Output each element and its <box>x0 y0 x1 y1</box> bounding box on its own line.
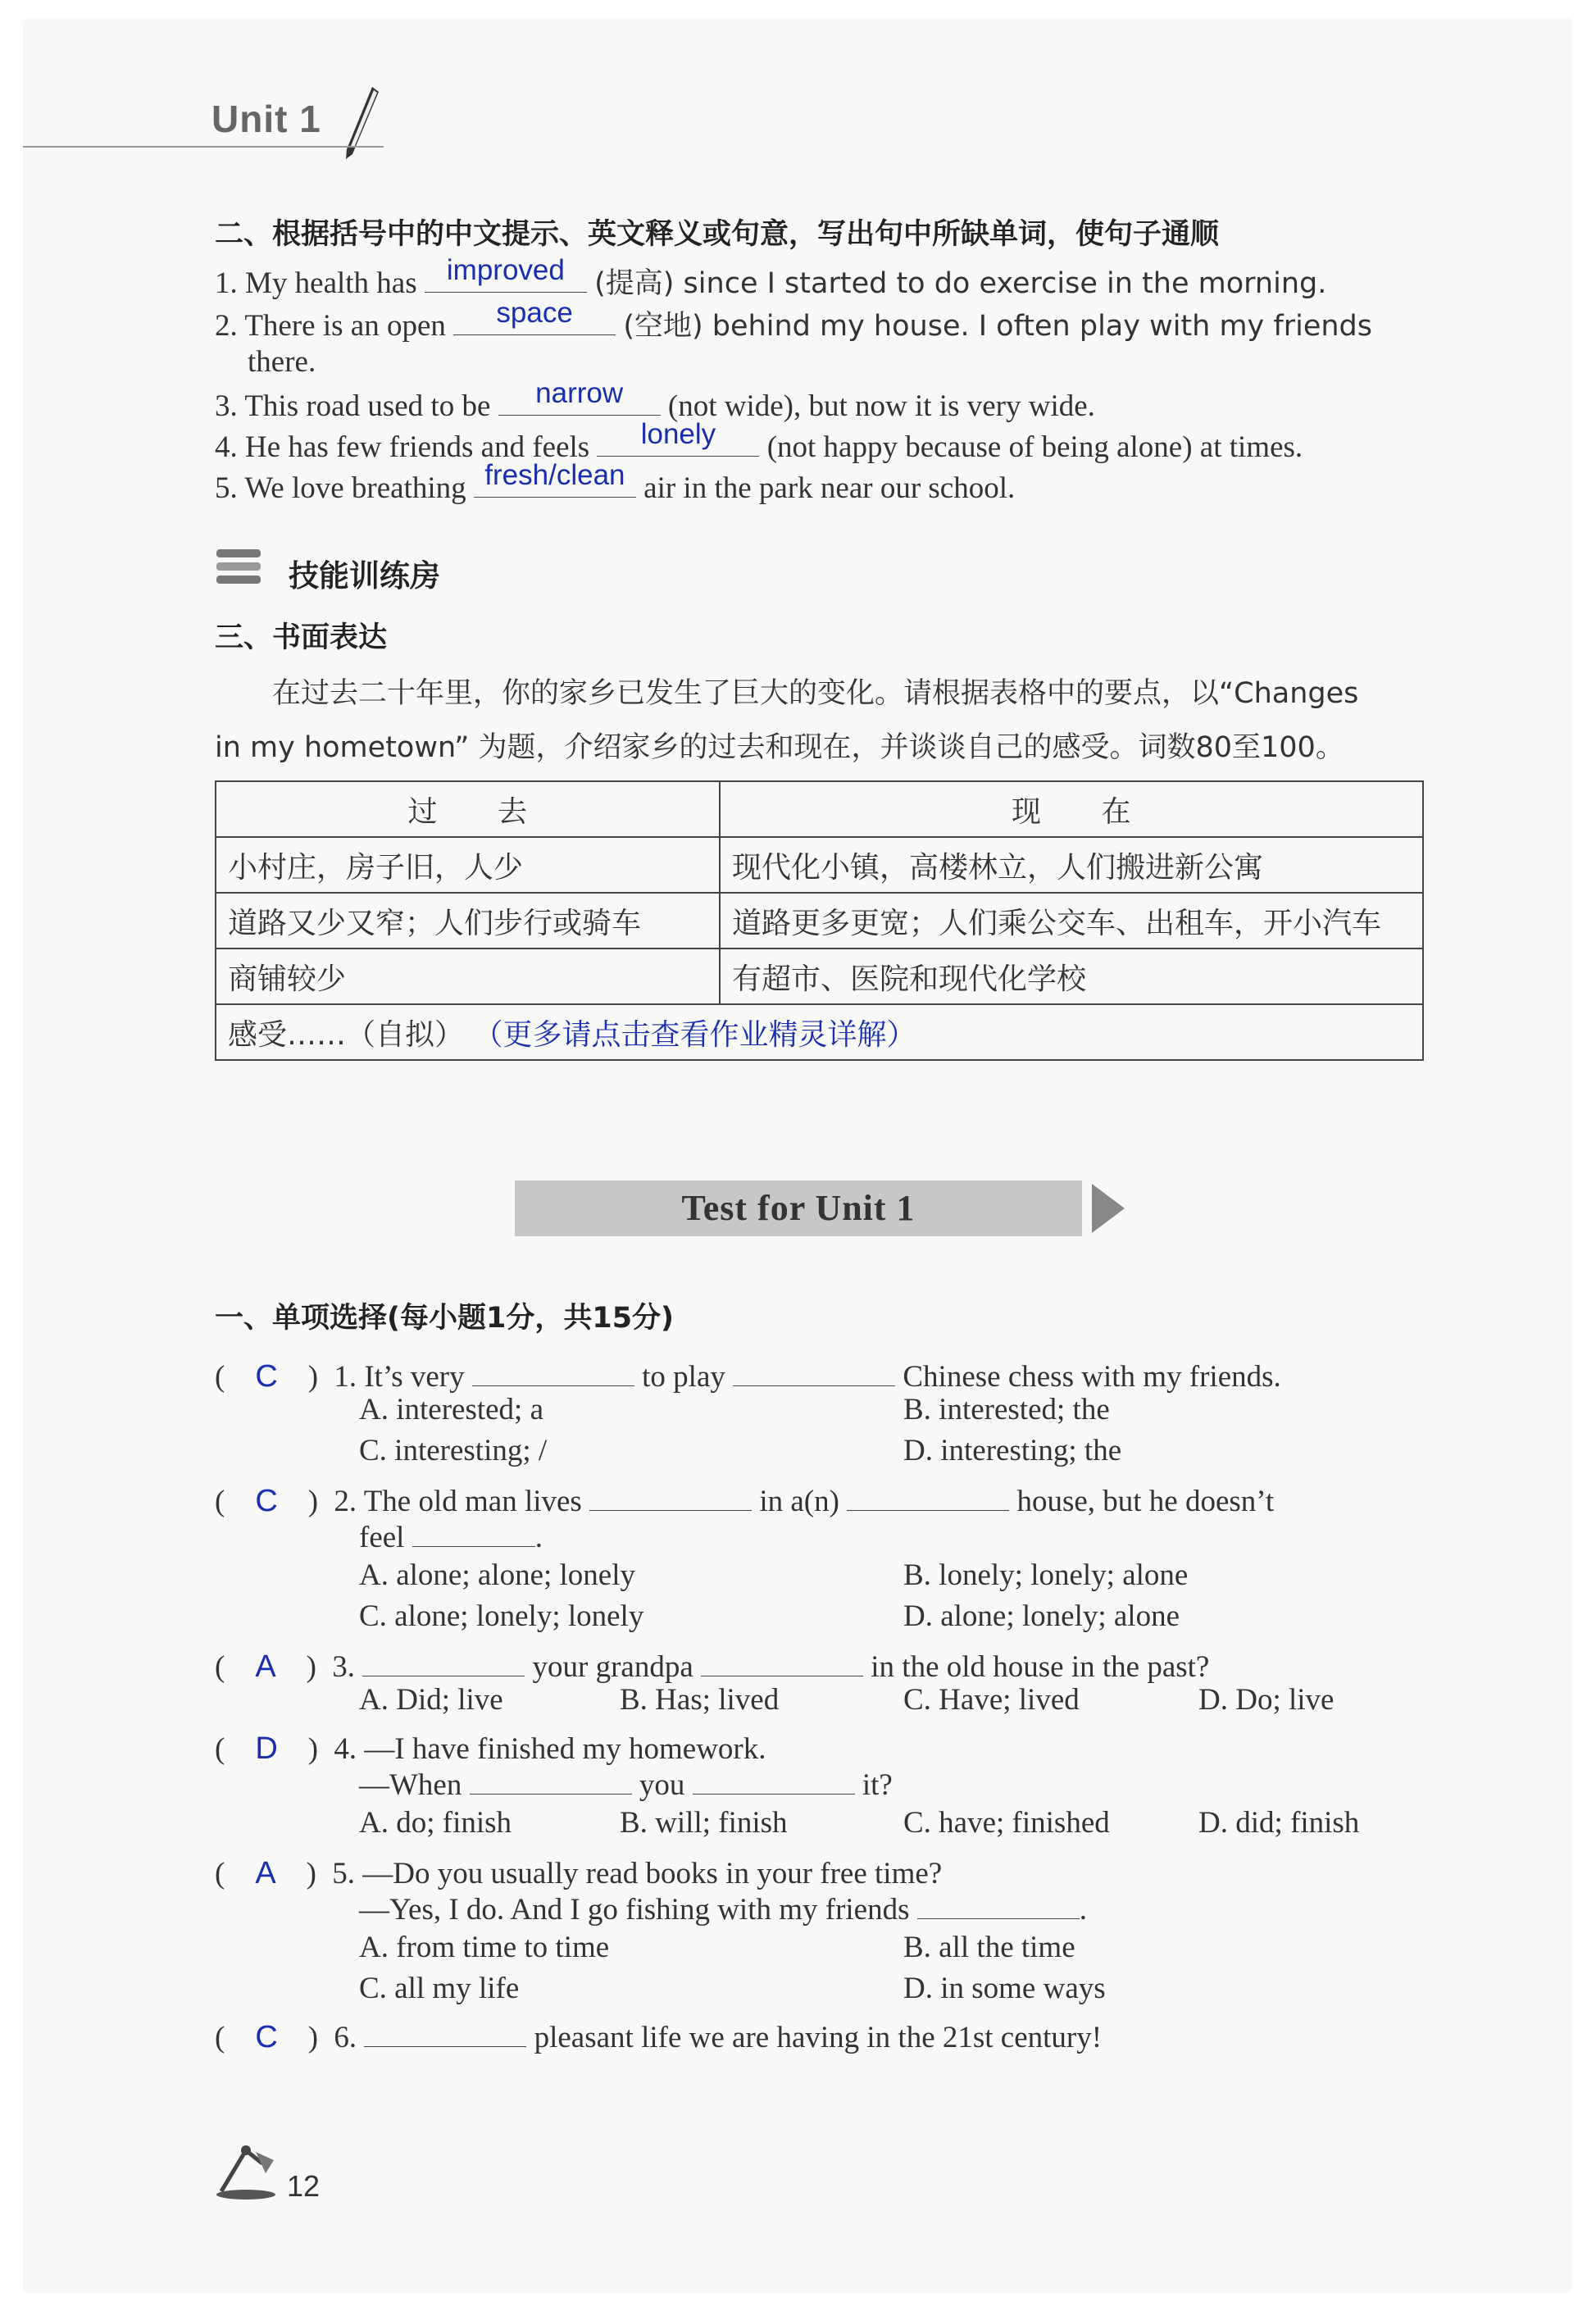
skills-title: 技能训练房 <box>289 558 440 594</box>
option-c: C. Have; lived <box>903 1683 1080 1717</box>
item-text: air in the park near our school. <box>643 471 1016 505</box>
question-stem: —Yes, I do. And I go fishing with my friends <box>359 1893 910 1927</box>
section3-intro-2: in my hometown” 为题，介绍家乡的过去和现在，并谈谈自己的感受。词数80至100。 <box>215 731 1344 764</box>
table-cell-now: 有超市、医院和现代化学校 <box>720 949 1423 1004</box>
question-stem: 4. —I have finished my homework. <box>334 1732 766 1766</box>
fill-item-4 <box>215 418 1303 465</box>
question-stem: you <box>639 1768 685 1802</box>
option-d: D. Do; live <box>1198 1683 1335 1717</box>
option-c: C. have; finished <box>903 1806 1110 1840</box>
question-stem: pleasant life we are having in the 21st century! <box>534 2021 1103 2054</box>
item-text: 3. This road used to be <box>215 389 491 423</box>
fill-item-2-cont: there. <box>248 345 316 379</box>
table-cell-past: 道路又少又窄；人们步行或骑车 <box>216 893 720 949</box>
hometown-table <box>215 780 1424 1061</box>
question-stem: —When <box>359 1768 462 1802</box>
question-stem: in the old house in the past? <box>871 1650 1210 1684</box>
answer-paren: ( D ) <box>215 1731 319 1766</box>
answer-blank <box>597 418 759 457</box>
table-feeling-row <box>216 1004 1423 1060</box>
question-5 <box>215 1848 942 1892</box>
option-d: D. interesting; the <box>903 1434 1122 1467</box>
question-stem: in a(n) <box>759 1485 839 1518</box>
option-c: C. all my life <box>359 1972 520 2005</box>
option-d: D. did; finish <box>1198 1806 1360 1840</box>
answer-blank <box>498 377 661 416</box>
question-5-cont: —Yes, I do. And I go fishing with my friends . <box>359 1889 1087 1927</box>
table-header-row <box>216 781 1423 837</box>
choice-answer: D <box>255 1731 278 1766</box>
question-stem: to play <box>642 1360 725 1394</box>
answer-blank <box>364 2017 526 2047</box>
answer-blank <box>362 1646 525 1676</box>
question-stem: Chinese chess with my friends. <box>903 1360 1281 1394</box>
option-a: A. interested; a <box>359 1393 543 1426</box>
answer-blank <box>453 297 616 335</box>
section2-title: 二、根据括号中的中文提示、英文释义或句意，写出句中所缺单词，使句子通顺 <box>215 218 1220 251</box>
section3-title: 三、书面表达 <box>215 621 388 654</box>
item-text: (空地) behind my house. I often play with my friends <box>623 310 1372 343</box>
question-1 <box>215 1351 1281 1395</box>
test-banner <box>515 1181 1082 1236</box>
table-cell-past: 商铺较少 <box>216 949 720 1004</box>
unit-header: Unit 1 <box>211 98 321 140</box>
answer-blank <box>412 1517 535 1547</box>
option-a: A. from time to time <box>359 1931 610 1964</box>
fill-item-1 <box>215 254 1327 302</box>
question-stem: 5. —Do you usually read books in your free time? <box>332 1857 943 1890</box>
question-stem: 2. The old man lives <box>334 1485 582 1518</box>
option-b: B. Has; lived <box>620 1683 780 1717</box>
choice-answer: C <box>255 1359 278 1394</box>
answer-blank <box>470 1764 632 1795</box>
answer-blank <box>693 1764 855 1795</box>
lamp-icon <box>213 2136 279 2201</box>
answer-text: space <box>496 297 573 329</box>
answer-blank <box>474 459 636 498</box>
table-cell-past: 小村庄，房子旧，人少 <box>216 837 720 893</box>
question-6 <box>215 2012 1102 2056</box>
item-text: (提高) since I started to do exercise in the morning. <box>594 267 1327 300</box>
fill-item-2 <box>215 297 1372 344</box>
table-cell-now: 道路更多更宽；人们乘公交车、出租车，开小汽车 <box>720 893 1423 949</box>
section3-intro-1: 在过去二十年里，你的家乡已发生了巨大的变化。请根据表格中的要点，以“Changes <box>272 677 1359 710</box>
answer-text: narrow <box>535 377 624 409</box>
option-d: D. alone; lonely; alone <box>903 1599 1180 1633</box>
fill-item-5 <box>215 459 1016 506</box>
table-row <box>216 949 1423 1004</box>
answer-blank <box>472 1356 634 1386</box>
answer-blank <box>917 1889 1080 1919</box>
question-2 <box>215 1476 1274 1520</box>
option-b: B. lonely; lonely; alone <box>903 1558 1189 1592</box>
item-text: 2. There is an open <box>215 309 446 343</box>
item-text: 4. He has few friends and feels <box>215 430 590 464</box>
answer-blank <box>425 254 587 293</box>
answer-blank <box>589 1481 752 1511</box>
table-row <box>216 837 1423 893</box>
choice-answer: A <box>255 1856 276 1890</box>
question-stem: your grandpa <box>532 1650 693 1684</box>
question-3 <box>215 1641 1209 1685</box>
question-4 <box>215 1723 766 1767</box>
item-text: (not happy because of being alone) at times. <box>766 430 1303 464</box>
choice-answer: C <box>255 1484 278 1518</box>
section1-title: 一、单项选择(每小题1分，共15分) <box>215 1302 675 1335</box>
option-d: D. in some ways <box>903 1972 1106 2005</box>
answer-paren: ( C ) <box>215 1484 319 1518</box>
option-c: C. interesting; / <box>359 1434 548 1467</box>
question-stem: 3. <box>332 1650 356 1684</box>
choice-answer: C <box>255 2020 278 2054</box>
question-stem: 1. It’s very <box>334 1360 465 1394</box>
question-2-cont: feel . <box>359 1517 543 1555</box>
option-b: B. all the time <box>903 1931 1075 1964</box>
option-a: A. alone; alone; lonely <box>359 1558 636 1592</box>
option-a: A. Did; live <box>359 1683 503 1717</box>
option-a: A. do; finish <box>359 1806 512 1840</box>
option-b: B. will; finish <box>620 1806 788 1840</box>
question-stem: it? <box>862 1768 893 1802</box>
page-number: 12 <box>287 2169 321 2203</box>
question-4-cont <box>359 1764 893 1803</box>
more-details-link[interactable]: （更多请点击查看作业精灵详解） <box>473 1017 916 1052</box>
question-stem: feel <box>359 1521 405 1554</box>
header-divider <box>23 146 384 148</box>
table-header-now: 现 在 <box>720 781 1423 837</box>
play-arrow-icon <box>1090 1182 1126 1235</box>
item-text: 1. My health has <box>215 266 417 300</box>
choice-answer: A <box>255 1649 276 1684</box>
feeling-label: 感受……（自拟） <box>228 1017 465 1052</box>
answer-blank <box>701 1646 863 1676</box>
test-banner-title: Test for Unit 1 <box>681 1188 916 1228</box>
table-header-past: 过 去 <box>216 781 720 837</box>
item-text: 5. We love breathing <box>215 471 466 505</box>
question-stem: house, but he doesn’t <box>1016 1485 1275 1518</box>
answer-paren: ( C ) <box>215 2020 319 2054</box>
answer-text: fresh/clean <box>484 459 625 491</box>
answer-text: lonely <box>640 418 716 450</box>
table-cell-now: 现代化小镇，高楼林立，人们搬进新公寓 <box>720 837 1423 893</box>
table-feeling-cell <box>216 1004 1423 1060</box>
question-stem: 6. <box>334 2021 357 2054</box>
table-row <box>216 893 1423 949</box>
book-icon <box>215 546 264 589</box>
answer-text: improved <box>446 254 565 286</box>
answer-blank <box>847 1481 1009 1511</box>
answer-paren: ( C ) <box>215 1359 319 1394</box>
item-text: (not wide), but now it is very wide. <box>667 389 1095 423</box>
option-c: C. alone; lonely; lonely <box>359 1599 644 1633</box>
pen-icon <box>336 82 385 164</box>
option-b: B. interested; the <box>903 1393 1110 1426</box>
answer-paren: ( A ) <box>215 1649 317 1684</box>
answer-paren: ( A ) <box>215 1856 317 1890</box>
answer-blank <box>733 1356 895 1386</box>
